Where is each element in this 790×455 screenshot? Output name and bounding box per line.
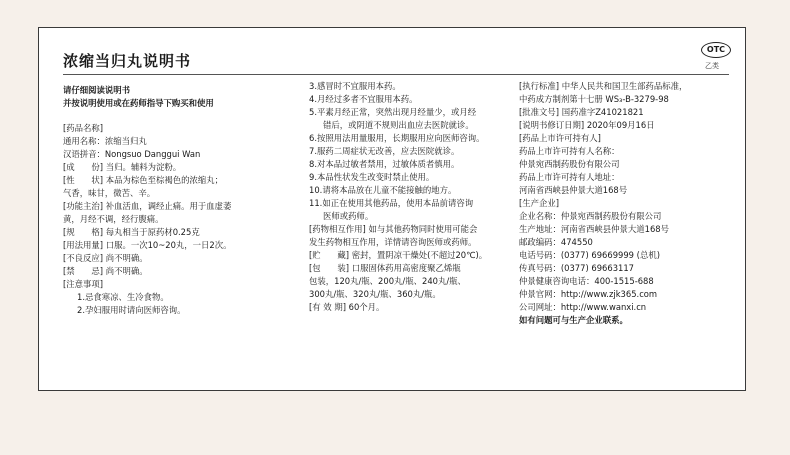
fax-number: 传真号码：(0377) 69663117 xyxy=(519,263,635,273)
caution-item-cont: 错后，或阴道不规则出血应去医院就诊。 xyxy=(323,120,474,130)
phone-number: 电话号码：(0377) 69669999 (总机) xyxy=(519,250,660,260)
caution-item: 7.服药二周症状无改善，应去医院就诊。 xyxy=(309,146,460,156)
ingredients: [成 份] 当归。辅料为淀粉。 xyxy=(63,162,182,172)
storage: [贮 藏] 密封，置阴凉干燥处(不超过20℃)。 xyxy=(309,250,488,260)
left-column xyxy=(63,84,293,317)
caution-item: 1.忌食寒凉、生冷食物。 xyxy=(77,292,169,302)
otc-category: 乙类 xyxy=(705,62,719,70)
title-divider xyxy=(63,74,729,75)
drug-name-heading: [药品名称] xyxy=(63,123,104,133)
approval-number: [批准文号] 国药准字Z41021821 xyxy=(519,107,644,117)
company-name: 企业名称：仲景宛西制药股份有限公司 xyxy=(519,211,662,221)
indication-line-1: [功能主治] 补血活血，调经止痛。用于血虚萎 xyxy=(63,201,232,211)
caution-item: 3.感冒时不宜服用本药。 xyxy=(309,81,401,91)
caution-item: 8.对本品过敏者禁用，过敏体质者慎用。 xyxy=(309,159,460,169)
company-website: 公司网址：http://www.wanxi.cn xyxy=(519,302,647,312)
validity: [有 效 期] 60个月。 xyxy=(309,302,385,312)
mah-name: 仲景宛西制药股份有限公司 xyxy=(519,159,620,169)
properties-line-2: 气香，味甘，微苦、辛。 xyxy=(63,188,156,198)
mah-address: 河南省西峡县仲景大道168号 xyxy=(519,185,628,195)
specification: [规 格] 每丸相当于原药材0.25克 xyxy=(63,227,200,237)
notice-line-1: 请仔细阅读说明书 xyxy=(63,85,130,95)
caution-item: 10.请将本品放在儿童不能接触的地方。 xyxy=(309,185,457,195)
adverse-reactions: [不良反应] 尚不明确。 xyxy=(63,253,148,263)
contact-note: 如有问题可与生产企业联系。 xyxy=(519,315,628,325)
packaging-line-3: 300丸/瓶、320丸/瓶、360丸/瓶。 xyxy=(309,289,441,299)
packaging-line-2: 包装，120丸/瓶、200丸/瓶、240丸/瓶、 xyxy=(309,276,466,286)
caution-item: 2.孕妇服用时请向医师咨询。 xyxy=(77,305,186,315)
health-hotline: 仲景健康咨询电话：400-1515-688 xyxy=(519,276,654,286)
document-title: 浓缩当归丸说明书 xyxy=(63,52,192,70)
production-address: 生产地址：河南省西峡县仲景大道168号 xyxy=(519,224,669,234)
right-column xyxy=(519,80,734,327)
cautions-heading: [注意事项] xyxy=(63,279,104,289)
caution-item: 4.月经过多者不宜服用本药。 xyxy=(309,94,418,104)
middle-column xyxy=(309,80,509,314)
postal-code: 邮政编码：474550 xyxy=(519,237,593,247)
packaging-line-1: [包 装] 口服固体药用高密度聚乙烯瓶 xyxy=(309,263,461,273)
properties-line-1: [性 状] 本品为棕色至棕褐色的浓缩丸； xyxy=(63,175,223,185)
standard-line-1: [执行标准] 中华人民共和国卫生部药品标准， xyxy=(519,81,688,91)
interactions-line-2: 发生药物相互作用，详情请咨询医师或药师。 xyxy=(309,237,477,247)
caution-item: 5.平素月经正常，突然出现月经量少，或月经 xyxy=(309,107,477,117)
caution-item: 6.按照用法用量服用，长期服用应向医师咨询。 xyxy=(309,133,485,143)
caution-item: 9.本品性状发生改变时禁止使用。 xyxy=(309,172,435,182)
standard-line-2: 中药成方制剂第十七册 WS₃-B-3279-98 xyxy=(519,94,669,104)
contraindications: [禁 忌] 尚不明确。 xyxy=(63,266,148,276)
indication-line-2: 黄，月经不调，经行腹痛。 xyxy=(63,214,164,224)
otc-badge: OTC xyxy=(701,42,731,58)
official-website: 仲景官网：http://www.zjk365.com xyxy=(519,289,658,299)
usage-dosage: [用法用量] 口服。一次10~20丸，一日2次。 xyxy=(63,240,232,250)
manufacturer-heading: [生产企业] xyxy=(519,198,560,208)
notice-line-2: 并按说明使用或在药师指导下购买和使用 xyxy=(63,98,214,108)
mah-address-label: 药品上市许可持有人地址： xyxy=(519,172,620,182)
pinyin-name: 汉语拼音：Nongsuo Danggui Wan xyxy=(63,149,201,159)
caution-item-cont: 医师或药师。 xyxy=(323,211,374,221)
revision-date: [说明书修订日期] 2020年09月16日 xyxy=(519,120,655,130)
mah-name-label: 药品上市许可持有人名称： xyxy=(519,146,620,156)
mah-heading: [药品上市许可持有人] xyxy=(519,133,601,143)
caution-item: 11.如正在使用其他药品，使用本品前请咨询 xyxy=(309,198,474,208)
interactions-line-1: [药物相互作用] 如与其他药物同时使用可能会 xyxy=(309,224,478,234)
instruction-card xyxy=(38,27,746,391)
common-name: 通用名称：浓缩当归丸 xyxy=(63,136,147,146)
